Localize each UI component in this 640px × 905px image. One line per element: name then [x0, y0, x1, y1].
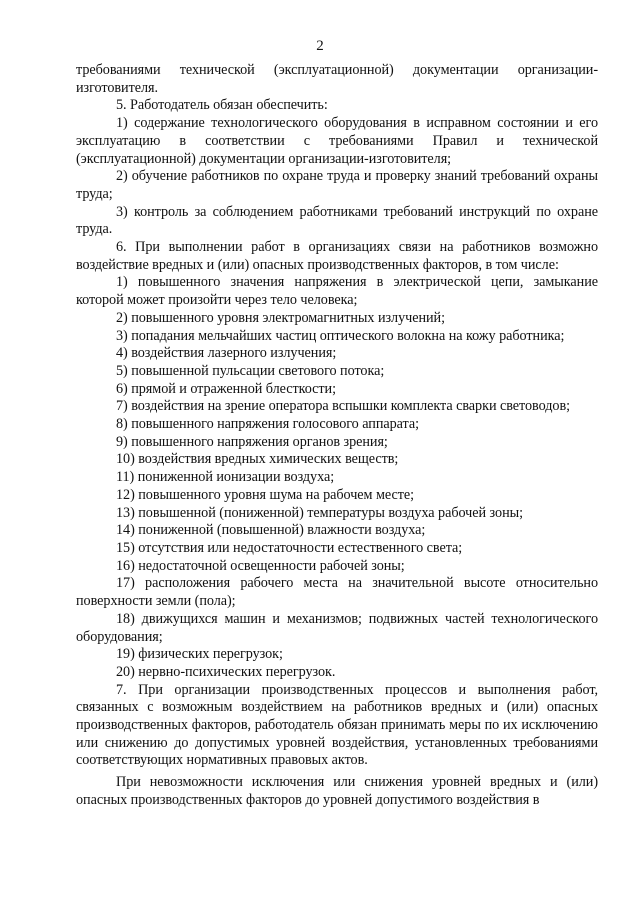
list-item-6-16: 16) недостаточной освещенности рабочей зоны;	[116, 557, 405, 574]
list-item-6-1: 1) повышенного значения напряжения в электрической цепи, замыкание которой может произойти через тело человека;	[76, 274, 598, 309]
list-item-6-2: 2) повышенного уровня электромагнитных излучений;	[116, 309, 445, 326]
list-item-6-6: 6) прямой и отраженной блесткости;	[116, 380, 336, 397]
list-item-6-5: 5) повышенной пульсации светового потока;	[116, 362, 385, 379]
list-item-6-9: 9) повышенного напряжения органов зрения;	[116, 433, 388, 450]
list-item-6-17: 17) расположения рабочего места на значительной высоте относительно поверхности земли (пола);	[76, 575, 598, 610]
list-item-6-13: 13) повышенной (пониженной) температуры воздуха рабочей зоны;	[116, 504, 523, 521]
list-item-6-7: 7) воздействия на зрение оператора вспышки комплекта сварки световодов;	[116, 398, 570, 415]
list-item-6-8: 8) повышенного напряжения голосового аппарата;	[116, 416, 419, 433]
list-item-5-2: 2) обучение работников по охране труда и проверку знаний требований охраны труда;	[76, 168, 598, 202]
paragraph-section-6: 6. При выполнении работ в организациях связи на работников возможно воздействие вредных и (или) опасных производственных факторов, в том числе:	[76, 239, 598, 273]
list-item-6-14: 14) пониженной (повышенной) влажности воздуха;	[116, 522, 426, 539]
paragraph-section-7-continued: При невозможности исключения или снижения уровней вредных и (или) опасных производственных факторов до уровней допустимого воздействия в	[76, 774, 598, 808]
list-item-6-15: 15) отсутствия или недостаточности естественного света;	[116, 539, 463, 556]
paragraph-continuation: требованиями технической (эксплуатационной) документации организации-изготовителя.	[76, 62, 598, 96]
list-item-6-3: 3) попадания мельчайших частиц оптического волокна на кожу работника;	[116, 327, 565, 344]
list-item-6-20: 20) нервно-психических перегрузок.	[116, 663, 336, 680]
list-item-5-3: 3) контроль за соблюдением работниками требований инструкций по охране труда.	[76, 203, 598, 238]
list-item-6-18: 18) движущихся машин и механизмов; подвижных частей технологического оборудования;	[76, 610, 598, 645]
paragraph-section-5: 5. Работодатель обязан обеспечить:	[116, 97, 328, 114]
page-number: 2	[316, 38, 324, 54]
list-item-6-19: 19) физических перегрузок;	[116, 646, 283, 663]
list-item-6-4: 4) воздействия лазерного излучения;	[116, 345, 337, 362]
list-item-6-12: 12) повышенного уровня шума на рабочем месте;	[116, 486, 415, 503]
list-item-6-10: 10) воздействия вредных химических веществ;	[116, 451, 399, 468]
list-item-6-11: 11) пониженной ионизации воздуха;	[116, 469, 335, 486]
document-body	[76, 62, 598, 810]
list-item-5-1: 1) содержание технологического оборудования в исправном состоянии и его эксплуатацию в соответствии с требованиями Правил и технической (эксплуатационной) документации организации-изготовителя;	[76, 115, 598, 167]
paragraph-section-7: 7. При организации производственных процессов и выполнения работ, связанных с возможным воздействием на работников вредных и (или) опасных производственных факторов, работодатель обязан принимать меры по их исключению или снижению до допустимых уровней воздействия, установленных требованиями соответствующих нормативных правовых актов.	[76, 681, 598, 769]
